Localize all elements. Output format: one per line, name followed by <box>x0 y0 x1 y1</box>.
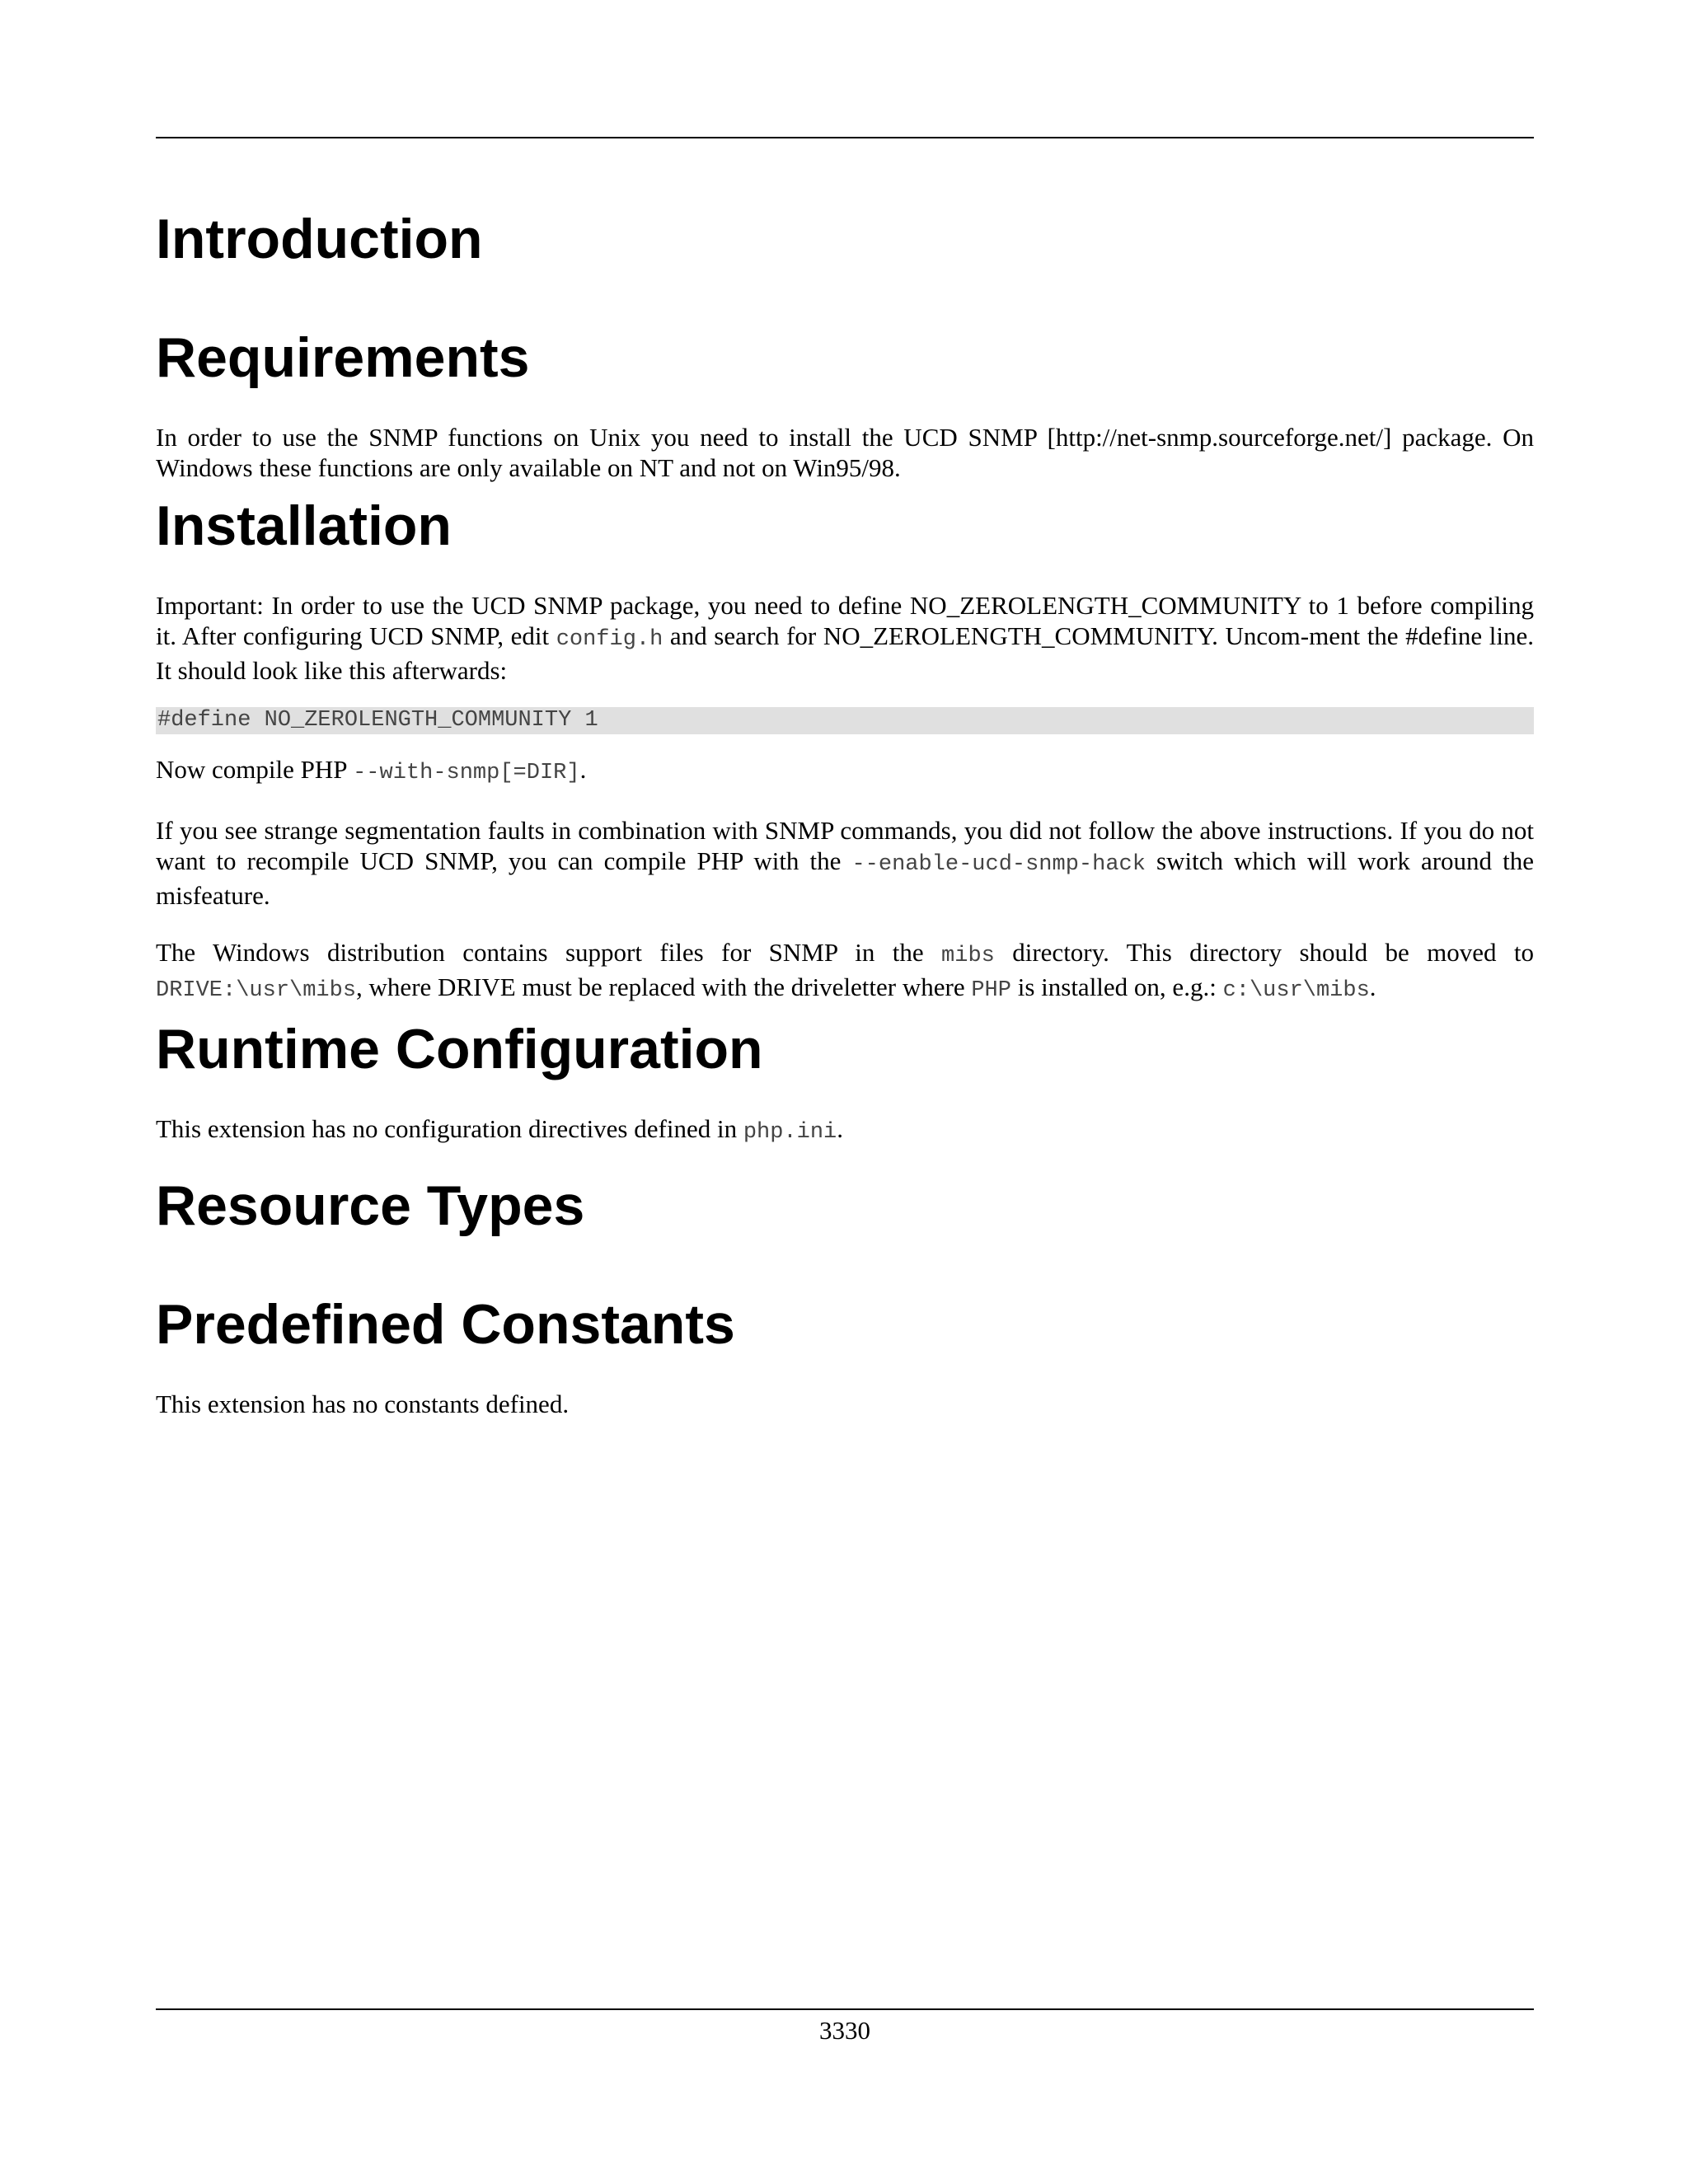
text-fragment: . <box>837 1114 843 1143</box>
inline-code-with-snmp: --with-snmp[=DIR] <box>353 761 580 785</box>
requirements-paragraph: In order to use the SNMP functions on Unix you need to install the UCD SNMP [http://net-snmp.sourceforge.net/] package. On Windows these functions are only available on NT and not on Win95/98. <box>156 423 1534 482</box>
runtime-paragraph <box>156 1113 1534 1148</box>
text-fragment: and search for NO_ZEROLENGTH_COMMUNITY. Uncom-ment the #define line. It should look like this afterwards: <box>156 621 1534 685</box>
inline-code-php-ini: php.ini <box>743 1120 837 1145</box>
text-fragment: The Windows distribution contains support files for SNMP in the <box>156 938 942 967</box>
heading-introduction: Introduction <box>156 208 483 270</box>
text-fragment: If you see strange segmentation faults in combination with SNMP commands, you did not follow the above instructions. If you do not want to recompile UCD SNMP, you can compile PHP with the <box>156 816 1534 875</box>
heading-resource-types: Resource Types <box>156 1174 585 1237</box>
page-number: 3330 <box>819 2016 870 2045</box>
inline-code-drive-path: DRIVE:\usr\mibs <box>156 978 357 1003</box>
inline-code-mibs: mibs <box>941 944 995 968</box>
inline-code-enable-ucd-snmp-hack: --enable-ucd-snmp-hack <box>851 852 1146 877</box>
text-fragment: This extension has no configuration directives defined in <box>156 1114 743 1143</box>
text-fragment: switch which will work around the misfeature. <box>156 846 1534 910</box>
top-rule <box>156 137 1534 138</box>
installation-paragraph-segfault <box>156 815 1534 911</box>
page-content <box>156 206 1534 1419</box>
heading-predefined-constants: Predefined Constants <box>156 1293 735 1356</box>
text-fragment: Now compile PHP <box>156 755 354 784</box>
inline-code-c-path: c:\usr\mibs <box>1222 978 1370 1003</box>
installation-paragraph-compile <box>156 754 1534 789</box>
constants-paragraph: This extension has no constants defined. <box>156 1390 570 1418</box>
text-fragment: , where DRIVE must be replaced with the driveletter where <box>356 972 972 1001</box>
text-fragment: Important: In order to use the UCD SNMP package, you need to define NO_ZEROLENGTH_COMMUNITY to 1 before compiling it. After configuring UCD SNMP, edit <box>156 591 1534 650</box>
bottom-rule <box>156 2008 1534 2010</box>
text-fragment: directory. This directory should be moved to <box>994 938 1534 967</box>
heading-installation: Installation <box>156 494 452 557</box>
heading-runtime-configuration: Runtime Configuration <box>156 1018 763 1080</box>
text-fragment: . <box>1369 972 1376 1001</box>
inline-code-php: PHP <box>971 978 1011 1003</box>
installation-paragraph-important <box>156 590 1534 686</box>
heading-requirements: Requirements <box>156 326 530 389</box>
text-fragment: . <box>579 755 587 784</box>
inline-code-config-h: config.h <box>556 627 663 652</box>
installation-paragraph-windows <box>156 937 1534 1006</box>
code-block-define: #define NO_ZEROLENGTH_COMMUNITY 1 <box>156 707 1534 734</box>
text-fragment: is installed on, e.g.: <box>1010 972 1223 1001</box>
